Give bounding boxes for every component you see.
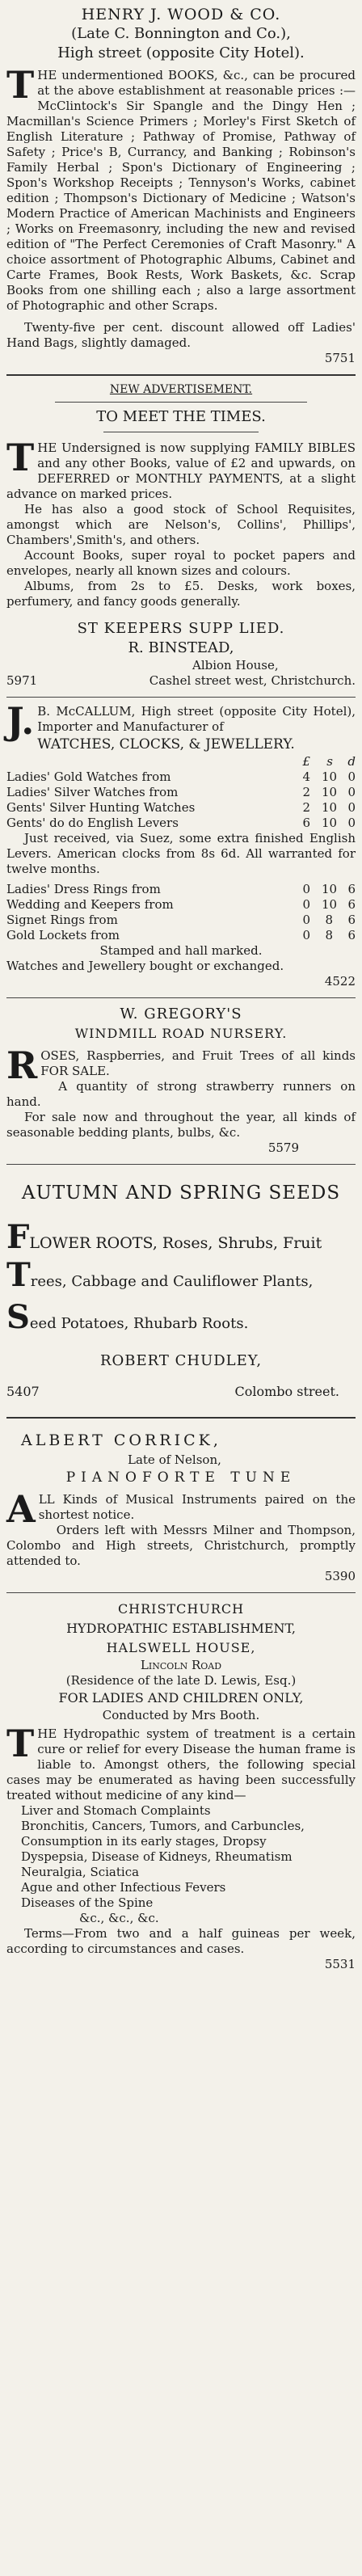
price-list-rings (6, 882, 356, 943)
ad-ref: 5390 (324, 1569, 356, 1583)
price-pounds: 0 (302, 882, 310, 896)
ad-corrick (6, 1428, 356, 1584)
price-pounds: 0 (302, 913, 310, 927)
divider (6, 697, 356, 698)
ad-address: Colombo street. (234, 1384, 339, 1399)
price-pounds: 0 (302, 928, 310, 942)
ad-subtitle: WINDMILL ROAD NURSERY. (74, 1026, 288, 1041)
price-pence: 0 (347, 800, 356, 815)
shillings-head: s (326, 754, 333, 769)
ad-house: Albion House, (192, 658, 279, 672)
ad-p3: Account Books, super royal to pocket papers and envelopes, nearly all known sizes and colours. (6, 548, 356, 578)
ad-line1: FLOWER ROOTS, Roses, Shrubs, Fruit (6, 1218, 322, 1256)
ad-mid-text: Just received, via Suez, some extra finished English Levers. American clocks from 8s 6d. All warranted for twelve months. (6, 831, 356, 876)
ad-p1: ALL Kinds of Musical Instruments paired on the shortest notice. (6, 1487, 356, 1531)
ad-title: TO MEET THE TIMES. (96, 408, 266, 425)
ad-ref: 4522 (324, 974, 356, 989)
ad-title: W. GREGORY'S (120, 1006, 242, 1022)
price-row (6, 785, 356, 800)
price-shillings: 8 (325, 913, 333, 927)
ad-gregory (6, 1005, 356, 1156)
price-shillings: 10 (322, 800, 338, 815)
price-pounds: 0 (302, 897, 310, 912)
ad-ref: 5751 (324, 351, 356, 365)
price-row (6, 913, 356, 928)
ad-trade: PIANOFORTE TUNE (65, 1469, 297, 1486)
divider (6, 1417, 356, 1419)
ad-title: AUTUMN AND SPRING SEEDS (21, 1183, 341, 1204)
ad-name: ALBERT CORRICK, (21, 1431, 221, 1449)
price-pence: 6 (347, 913, 356, 927)
ad-ref: 5531 (324, 1957, 356, 1971)
ad-mccallum (6, 699, 356, 989)
ad-body: THE undermentioned BOOKS, &c., can be procured at the above establishment at reasonable prices :— McClintock's Sir Spangle and the Dingy Hen ; Macmillan's Science Primers ; Morley's First Sketch of English Literature ; Pathway of Promise, Pathway of Safety ; Price's B, Currancy, and Banking ; Robinson's Family Herbal ; Spon's Dictionary of Engineering ; Spon's Workshop Receipts ; Tennyson's Works, cabinet edition ; Thompson's Dictionary of Medicine ; Watson's Modern Practice of American Machinists and Engineers ; Works on Freemasonry, including the new and revised edition of "The Perfect Ceremonies of Craft Masonry." A choice assortment of Photographic Albums, Cabinet and Carte Frames, Book Rests, Work Baskets, &c. Scrap Books from one shilling each ; also a large assortment of Photographic and other Scraps. (6, 63, 356, 313)
ad-stamped: Stamped and hall marked. (99, 943, 263, 958)
price-pence: 0 (347, 785, 356, 799)
price-pounds: 2 (302, 785, 310, 799)
list-item: Diseases of the Spine (21, 1895, 154, 1910)
ad-footer (6, 1384, 356, 1399)
ad-house: HALSWELL HOUSE, (106, 1640, 256, 1655)
ad-note: Twenty-five per cent. discount allowed off Ladies' Hand Bags, slightly damaged. (6, 320, 356, 350)
ad-address: Cashel street west, Christchurch. (149, 673, 356, 688)
list-item: &c., &c., &c. (79, 1911, 159, 1925)
list-item: Dyspepsia, Disease of Kidneys, Rheumatism (21, 1849, 293, 1864)
price-pence: 0 (347, 769, 356, 784)
ad-p1: THE Undersigned is now supplying FAMILY BIBLES and any other Books, value of £2 and upwards, on DEFERRED or MONTHLY PAYMENTS, at a slight advance on marked prices. (6, 436, 356, 501)
ad-address: High street (opposite City Hotel). (57, 44, 305, 61)
divider (6, 1164, 356, 1165)
price-pounds: 6 (302, 816, 310, 830)
price-label: Wedding and Keepers from (6, 897, 174, 912)
ad-terms: Terms—From two and a half guineas per week, according to circumstances and cases. (6, 1926, 356, 1956)
ad-for: FOR LADIES AND CHILDREN ONLY, (58, 1690, 304, 1705)
price-shillings: 10 (322, 785, 338, 799)
ad-name: R. BINSTEAD, (128, 639, 234, 656)
ad-ref: 5971 (6, 673, 38, 688)
list-item: Neuralgia, Sciatica (21, 1865, 140, 1879)
price-label: Gents' Silver Hunting Watches (6, 800, 196, 815)
ad-line2: Trees, Cabbage and Cauliflower Plants, (6, 1256, 314, 1294)
ad-intro: J.B. McCALLUM, High street (opposite City Hotel), Importer and Manufacturer of (6, 699, 356, 743)
ad-title: CHRISTCHURCH (117, 1601, 245, 1617)
ad-henry-wood (6, 5, 356, 366)
list-item: Consumption in its early stages, Dropsy (21, 1834, 267, 1849)
list-item: Bronchitis, Cancers, Tumors, and Carbuncles, (21, 1819, 305, 1833)
ad-late: Late of Nelson, (128, 1452, 221, 1467)
price-label: Signet Rings from (6, 913, 118, 927)
ad-conducted: Conducted by Mrs Booth. (102, 1708, 260, 1722)
ad-p3: For sale now and throughout the year, all kinds of seasonable bedding plants, bulbs, &c. (6, 1110, 356, 1140)
list-item: Ague and other Infectious Fevers (21, 1880, 226, 1895)
price-row (6, 816, 356, 831)
price-label: Ladies' Dress Rings from (6, 882, 161, 896)
price-row (6, 928, 356, 943)
ad-slogan: ST KEEPERS SUPP LIED. (77, 620, 285, 637)
ad-p2: A quantity of strong strawberry runners on hand. (6, 1079, 356, 1109)
ad-closing: Watches and Jewellery bought or exchanged. (6, 959, 284, 973)
ad-ref: 5407 (6, 1384, 40, 1399)
price-pence: 6 (347, 882, 356, 896)
price-shillings: 10 (322, 816, 338, 830)
price-label: Gold Lockets from (6, 928, 120, 942)
price-row (6, 882, 356, 897)
ad-footer (6, 673, 356, 689)
ad-name: ROBERT CHUDLEY, (99, 1352, 263, 1369)
price-label: Ladies' Silver Watches from (6, 785, 179, 799)
price-column-heads (6, 754, 356, 769)
ad-ref: 5579 (267, 1140, 299, 1155)
price-row (6, 800, 356, 816)
ad-p4: Albums, from 2s to £5. Desks, work boxes, perfumery, and fancy goods generally. (6, 579, 356, 609)
price-pounds: 2 (302, 800, 310, 815)
pence-head: d (347, 754, 356, 769)
ad-line3: Seed Potatoes, Rhubarb Roots. (6, 1298, 249, 1336)
divider (6, 374, 356, 376)
price-row (6, 769, 356, 785)
price-list (6, 769, 356, 831)
price-shillings: 10 (322, 897, 338, 912)
ad-p2: He has also a good stock of School Requisites, amongst which are Nelson's, Collins', Phillips', Chambers',Smith's, and others. (6, 502, 356, 547)
price-label: Ladies' Gold Watches from (6, 769, 171, 784)
ad-title2: HYDROPATHIC ESTABLISHMENT, (66, 1621, 296, 1636)
ad-road: Lincoln Road (140, 1658, 222, 1672)
ad-residence: (Residence of the late D. Lewis, Esq.) (65, 1673, 297, 1688)
price-shillings: 10 (322, 882, 338, 896)
price-label: Gents' do do English Levers (6, 816, 179, 830)
price-shillings: 10 (322, 769, 338, 784)
ad-title: HENRY J. WOOD & CO. (81, 6, 281, 23)
ad-p2: Orders left with Messrs Milner and Thompson, Colombo and High streets, Christchurch, promptly attended to. (6, 1523, 356, 1568)
list-item: Liver and Stomach Complaints (21, 1803, 211, 1818)
divider (6, 997, 356, 998)
ad-binstead (6, 382, 356, 689)
ad-chudley (6, 1179, 356, 1399)
divider (6, 1592, 356, 1593)
ad-label: NEW ADVERTISEMENT. (109, 383, 253, 396)
ad-hydropathic (6, 1600, 356, 1972)
pounds-head: £ (302, 754, 310, 769)
ad-p1: THE Hydropathic system of treatment is a certain cure or relief for every Disease the human frame is liable to. Amongst others, the following special cases may be enumerated as having been successfully treated without medicine of any kind— (6, 1722, 356, 1802)
price-row (6, 897, 356, 913)
price-shillings: 8 (325, 928, 333, 942)
price-pence: 0 (347, 816, 356, 830)
divider (55, 402, 307, 403)
price-pence: 6 (347, 928, 356, 942)
price-pounds: 4 (302, 769, 310, 784)
ad-p1: ROSES, Raspberries, and Fruit Trees of all kinds FOR SALE. (6, 1043, 356, 1087)
price-pence: 6 (347, 897, 356, 912)
disease-list (6, 1803, 356, 1926)
ad-subtitle: (Late C. Bonnington and Co.), (71, 25, 291, 42)
ad-heading: WATCHES, CLOCKS, & JEWELLERY. (37, 736, 295, 753)
